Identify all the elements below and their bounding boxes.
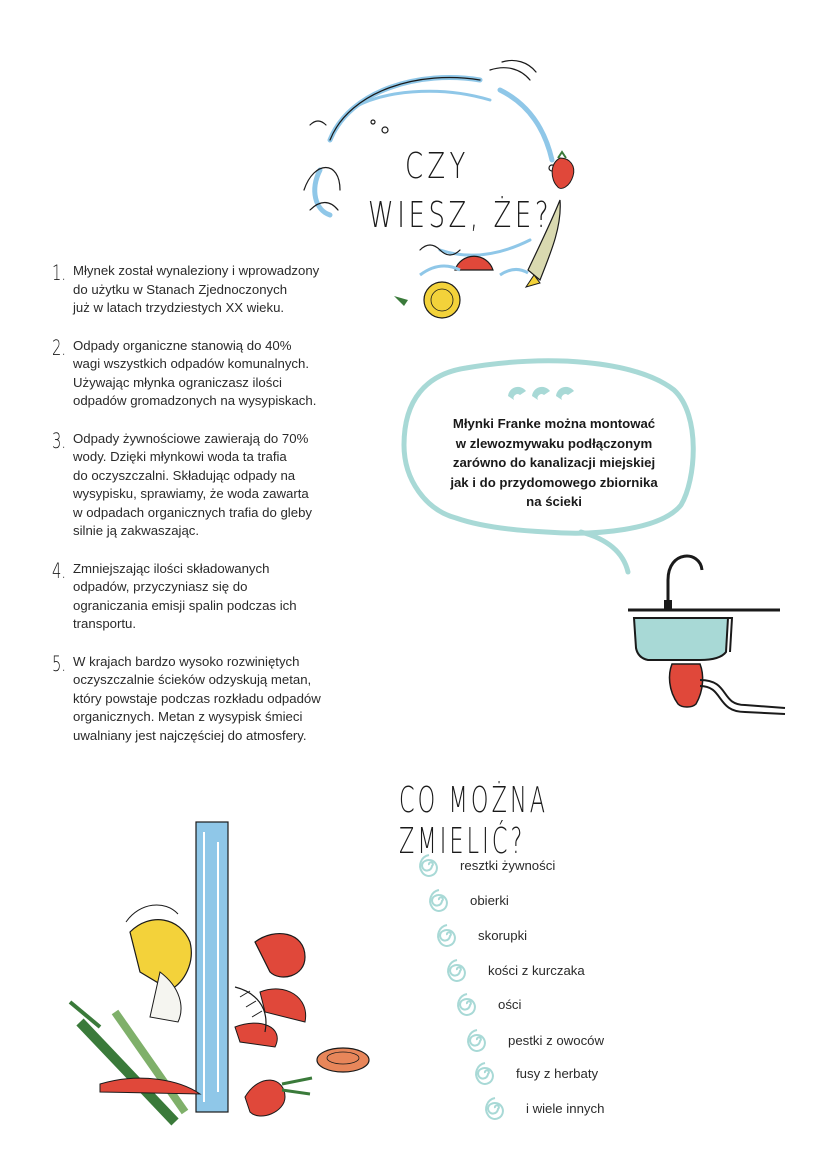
grind-list-item: [452, 989, 521, 1019]
food-waste-illustration: [60, 822, 380, 1132]
grind-list-item: [432, 920, 527, 950]
grind-list-item: [462, 1025, 604, 1055]
grind-item-label: ości: [498, 996, 522, 1012]
fact-text: Odpady organiczne stanowią do 40% wagi wszystkich odpadów komunalnych. Używając młynka ograniczasz ilości odpadów gromadzonych na wysypiskach.: [73, 337, 317, 408]
fact-number: 1.: [52, 261, 67, 285]
fact-text: W krajach bardzo wysoko rozwiniętych oczyszczalnie ścieków odzyskują metan, który powstaje podczas rozkładu odpadów organicznych. Metan z wysypisk śmieci uwalniany jest najczęściej do atmosfery.: [73, 653, 321, 743]
grind-item-label: pestki z owoców: [508, 1032, 605, 1048]
grind-item-label: kości z kurczaka: [488, 962, 585, 978]
spiral-icon: [414, 850, 444, 880]
grind-item-label: fusy z herbaty: [516, 1065, 599, 1081]
title-line-2: WIESZ, ŻE?: [368, 195, 553, 236]
fact-item-5: [52, 653, 372, 746]
spiral-icon: [442, 955, 472, 985]
bubble-text: Młynki Franke można montować w zlewozmywaku podłączonym zarówno do kanalizacji miejskiej jak i do przydomowego zbiornika na ścieki: [450, 416, 658, 509]
sink-illustration: [620, 540, 790, 720]
grind-list-item: [480, 1093, 604, 1123]
grind-list-item: [442, 955, 585, 985]
fact-text: Odpady żywnościowe zawierają do 70% wody. Dzięki młynkowi woda ta trafia do oczyszczalni. Składując odpady na wysypisku, sprawiamy, że woda zawarta w odpadach organicznych trafia do gleby silnie ją zakwaszając.: [73, 430, 312, 538]
fact-text: Młynek został wynaleziony i wprowadzony do użytku w Stanach Zjednoczonych już w latach trzydziestych XX wieku.: [73, 263, 320, 315]
title-line-1: CZY: [405, 146, 470, 187]
grind-item-label: skorupki: [478, 927, 528, 943]
spiral-icon: [452, 989, 482, 1019]
grind-list-item: [414, 850, 555, 880]
fact-number: 3.: [52, 428, 67, 453]
grind-item-label: obierki: [470, 892, 509, 908]
fact-item-2: [52, 337, 372, 411]
spiral-icon: [462, 1025, 492, 1055]
fact-number: 2.: [52, 335, 67, 360]
spiral-icon: [432, 920, 462, 950]
facts-list: [52, 262, 372, 764]
fact-item-1: [52, 262, 372, 318]
quote-marks-icon: [506, 384, 578, 408]
fact-text: Zmniejszając ilości składowanych odpadów, przyczyniasz się do ograniczania emisji spalin podczas ich transportu.: [73, 560, 297, 631]
fact-number: 4.: [52, 558, 67, 583]
grind-heading: CO MOŻNA ZMIELIĆ?: [399, 780, 549, 862]
fact-item-3: [52, 430, 372, 541]
grind-item-label: i wiele innych: [526, 1100, 605, 1116]
spiral-icon: [480, 1093, 510, 1123]
spiral-icon: [470, 1058, 500, 1088]
spiral-icon: [424, 885, 454, 915]
grind-item-label: resztki żywności: [460, 857, 556, 873]
fact-item-4: [52, 560, 372, 634]
grind-list-item: [470, 1058, 598, 1088]
grind-list-item: [424, 885, 509, 915]
fact-number: 5.: [52, 651, 67, 676]
